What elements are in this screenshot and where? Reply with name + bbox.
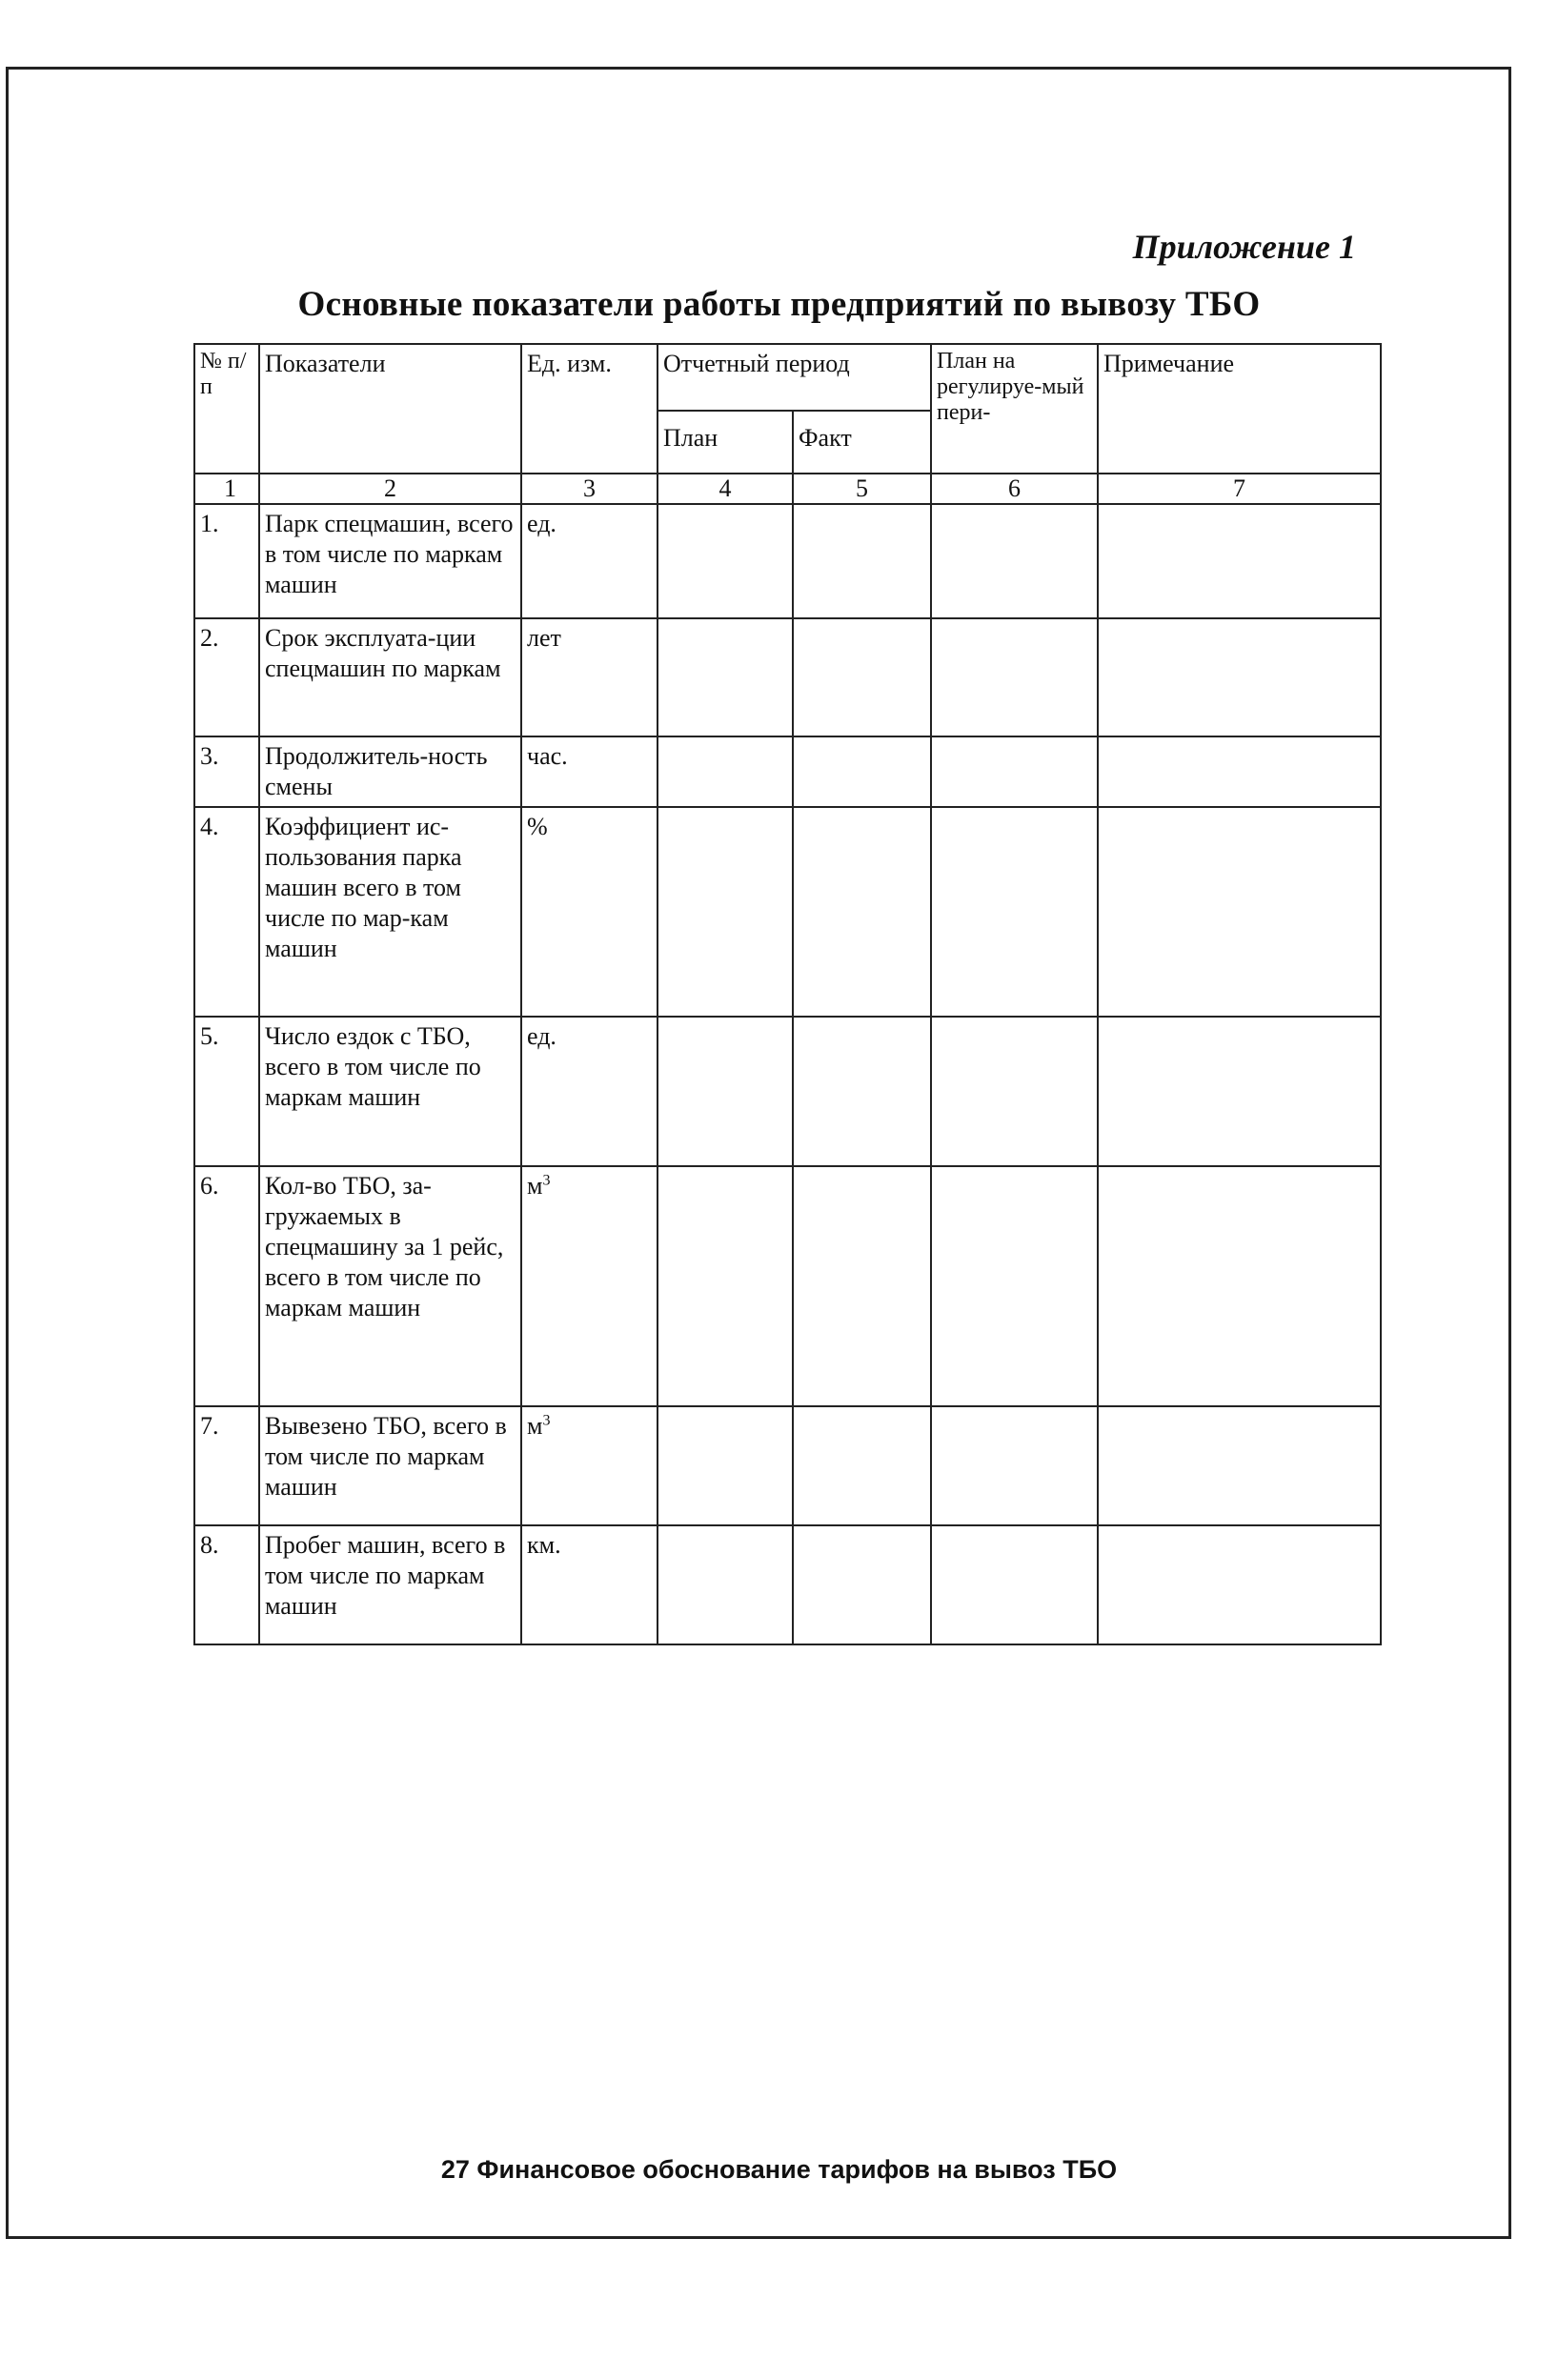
row-num: 7. [194,1406,259,1525]
document-title: Основные показатели работы предприятий по вывозу ТБО [297,285,1261,324]
unit-text: м [527,1412,543,1440]
row-unit: ед. [521,504,658,618]
cell-note [1098,807,1381,1017]
row-indicator: Кол-во ТБО, за-гружаемых в спецмашину за 1 рейс, всего в том числе по маркам машин [259,1166,521,1406]
cell-fact [793,618,931,736]
header-indicator: Показатели [259,344,521,474]
cell-fact [793,736,931,807]
table-row [194,618,1381,736]
cell-plan-regulated [931,1525,1098,1644]
header-unit: Ед. изм. [521,344,658,474]
cell-note [1098,1406,1381,1525]
cell-note [1098,504,1381,618]
cell-note [1098,618,1381,736]
row-unit: ед. [521,1017,658,1166]
column-number: 7 [1098,474,1381,504]
cell-plan-regulated [931,736,1098,807]
column-number: 1 [194,474,259,504]
column-number: 2 [259,474,521,504]
row-indicator: Пробег машин, всего в том числе по маркам машин [259,1525,521,1644]
page-footer: 27 Финансовое обоснование тарифов на вывоз ТБО [440,2155,1118,2184]
unit-text: м [527,1172,543,1200]
cell-fact [793,1406,931,1525]
table-row [194,1525,1381,1644]
cell-fact [793,504,931,618]
row-indicator: Срок эксплуата-ции спецмашин по маркам [259,618,521,736]
row-indicator: Продолжитель-ность смены [259,736,521,807]
cell-fact [793,1017,931,1166]
unit-superscript: 3 [542,1412,551,1429]
cell-plan-regulated [931,807,1098,1017]
table-row [194,1017,1381,1166]
column-number: 3 [521,474,658,504]
cell-note [1098,1525,1381,1644]
cell-plan [658,504,793,618]
table-row [194,807,1381,1017]
row-unit: лет [521,618,658,736]
table-row [194,1166,1381,1406]
row-num: 3. [194,736,259,807]
row-num: 2. [194,618,259,736]
row-unit: час. [521,736,658,807]
header-row [194,344,1381,411]
row-unit [521,1166,658,1406]
appendix-label: Приложение 1 [1132,228,1356,266]
row-num: 6. [194,1166,259,1406]
column-number: 4 [658,474,793,504]
row-num: 1. [194,504,259,618]
table-row [194,736,1381,807]
cell-fact [793,807,931,1017]
row-unit: % [521,807,658,1017]
row-indicator: Коэффициент ис-пользования парка машин всего в том числе по мар-кам машин [259,807,521,1017]
row-num: 5. [194,1017,259,1166]
cell-plan [658,1017,793,1166]
row-indicator: Вывезено ТБО, всего в том числе по маркам машин [259,1406,521,1525]
cell-fact [793,1166,931,1406]
column-numbers-row [194,474,1381,504]
header-note: Примечание [1098,344,1381,474]
header-num: № п/п [194,344,259,474]
header-plan-regulated: План на регулируе-мый пери- [931,344,1098,474]
cell-plan-regulated [931,1406,1098,1525]
indicators-table [193,343,1382,1645]
header-plan: План [658,411,793,474]
unit-superscript: 3 [542,1172,551,1189]
row-unit [521,1406,658,1525]
cell-note [1098,1017,1381,1166]
row-indicator: Парк спецмашин, всего в том числе по маркам машин [259,504,521,618]
column-number: 5 [793,474,931,504]
row-unit: км. [521,1525,658,1644]
cell-plan [658,1166,793,1406]
cell-plan-regulated [931,1166,1098,1406]
cell-plan [658,618,793,736]
cell-plan [658,736,793,807]
cell-note [1098,1166,1381,1406]
cell-plan-regulated [931,618,1098,736]
header-reporting-period: Отчетный период [658,344,931,411]
row-indicator: Число ездок с ТБО, всего в том числе по маркам машин [259,1017,521,1166]
row-num: 4. [194,807,259,1017]
cell-plan [658,1525,793,1644]
cell-plan-regulated [931,504,1098,618]
column-number: 6 [931,474,1098,504]
header-fact: Факт [793,411,931,474]
cell-plan [658,1406,793,1525]
table-row [194,1406,1381,1525]
cell-plan-regulated [931,1017,1098,1166]
cell-fact [793,1525,931,1644]
cell-plan [658,807,793,1017]
row-num: 8. [194,1525,259,1644]
table-row [194,504,1381,618]
cell-note [1098,736,1381,807]
